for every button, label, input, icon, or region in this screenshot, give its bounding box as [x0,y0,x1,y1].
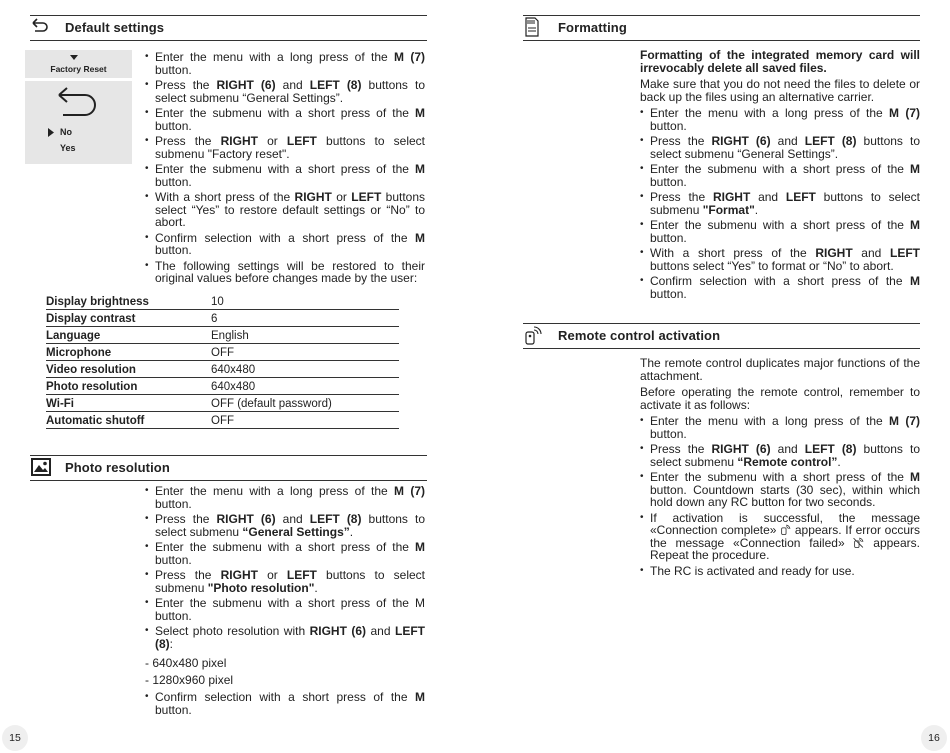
table-row [46,361,399,378]
setting-name: Wi-Fi [46,395,211,412]
list-item: • Enter the menu with a long press of the M (7) button. [640,107,920,132]
list-item: • Select photo resolution with RIGHT (6) and LEFT (8): [145,625,425,650]
setting-name: Video resolution [46,361,211,378]
remote-control-icon [523,325,545,345]
list-item: • Press the RIGHT (6) and LEFT (8) buttons to select submenu “General Settings”. [145,513,425,538]
photo-resolution-header [30,455,427,481]
resolution-option: - 1280x960 pixel [145,673,234,687]
page-number: 16 [921,725,947,751]
section-title: Photo resolution [65,460,170,475]
setting-value: OFF [211,412,399,429]
section-title: Remote control activation [558,328,721,343]
memory-card-icon [523,17,545,37]
table-row [46,327,399,344]
setting-name: Language [46,327,211,344]
selection-pointer-icon [48,128,54,137]
remote-control-header [523,323,920,349]
list-item: • Press the RIGHT (6) and LEFT (8) buttons to select submenu “General Settings”. [640,135,920,160]
chevron-down-icon [70,55,78,61]
section-title: Formatting [558,20,627,35]
list-item: • With a short press of the RIGHT and LEFT buttons select “Yes” to format or “No” to abort. [640,247,920,272]
menu-header: Factory Reset [50,64,107,74]
page-number: 15 [2,725,28,751]
list-item: • Enter the menu with a long press of the M (7) button. [145,51,425,76]
formatting-steps [640,107,920,303]
menu-option-yes: Yes [60,143,76,153]
list-item: • Confirm selection with a short press of the M button. [145,691,425,716]
return-arrow-icon [55,85,97,121]
resolution-option: - 640x480 pixel [145,656,227,670]
setting-value: 10 [211,293,399,310]
list-item: • Enter the submenu with a short press of the M button. [145,597,425,622]
list-item: • Press the RIGHT or LEFT buttons to select submenu "Factory reset". [145,135,425,160]
photo-icon [30,457,52,477]
remote-failed-icon [853,537,864,548]
menu-option-no: No [60,127,72,137]
setting-value: 640x480 [211,361,399,378]
table-row [46,293,399,310]
remote-control-steps [640,415,920,580]
factory-reset-menu [25,50,132,164]
default-settings-header [30,15,427,41]
list-item: • Enter the submenu with a short press of the M button. [640,163,920,188]
formatting-header [523,15,920,41]
list-item: • The RC is activated and ready for use. [640,565,920,578]
photo-resolution-final-step [145,691,425,719]
setting-value: English [211,327,399,344]
default-settings-steps [145,51,425,288]
list-item: • Enter the menu with a long press of the M (7) button. [640,415,920,440]
table-row [46,310,399,327]
list-item: • Press the RIGHT and LEFT buttons to select submenu "Format". [640,191,920,216]
setting-name: Display brightness [46,293,211,310]
list-item: • Press the RIGHT (6) and LEFT (8) buttons to select submenu “General Settings”. [145,79,425,104]
right-page [475,0,950,753]
menu-divider [25,78,132,81]
default-values-table [46,293,399,429]
list-item: • Enter the submenu with a short press of the M button. [640,219,920,244]
formatting-warning: Formatting of the integrated memory card will irrevocably delete all saved files. [640,48,920,75]
remote-connected-icon [780,524,791,535]
table-row [46,395,399,412]
setting-name: Automatic shutoff [46,412,211,429]
setting-value: 640x480 [211,378,399,395]
list-item: • The following settings will be restored to their original values before changes made by the user: [145,260,425,285]
setting-value: OFF (default password) [211,395,399,412]
setting-name: Display contrast [46,310,211,327]
section-title: Default settings [65,20,165,35]
list-item: • Press the RIGHT (6) and LEFT (8) buttons to select submenu “Remote control”. [640,443,920,468]
return-arrow-icon [30,17,52,37]
table-row [46,412,399,429]
setting-name: Photo resolution [46,378,211,395]
setting-value: OFF [211,344,399,361]
list-item: • Confirm selection with a short press of the M button. [145,232,425,257]
list-item: • Confirm selection with a short press of the M button. [640,275,920,300]
remote-intro: The remote control duplicates major functions of the attachment. [640,356,920,383]
list-item: • Enter the submenu with a short press of the M button. [145,541,425,566]
setting-name: Microphone [46,344,211,361]
list-item: • Enter the submenu with a short press of the M button. [145,107,425,132]
list-item: • Enter the submenu with a short press of the M button. Countdown starts (30 sec), within which hold down any RC button for two seconds. [640,471,920,509]
photo-resolution-steps [145,485,425,653]
list-item: • If activation is successful, the message «Connection complete» appears. If error occurs the message «Connection failed» appears. Repeat the procedure. [640,512,920,562]
list-item: • With a short press of the RIGHT or LEFT buttons select “Yes” to restore default settings or “No” to abort. [145,191,425,229]
list-item: • Enter the menu with a long press of the M (7) button. [145,485,425,510]
list-item: • Press the RIGHT or LEFT buttons to select submenu "Photo resolution". [145,569,425,594]
table-row [46,344,399,361]
remote-intro: Before operating the remote control, remember to activate it as follows: [640,385,920,412]
list-item: • Enter the submenu with a short press of the M button. [145,163,425,188]
table-row [46,378,399,395]
formatting-intro: Make sure that you do not need the files to delete or back up the files using an alternative carrier. [640,77,920,104]
setting-value: 6 [211,310,399,327]
